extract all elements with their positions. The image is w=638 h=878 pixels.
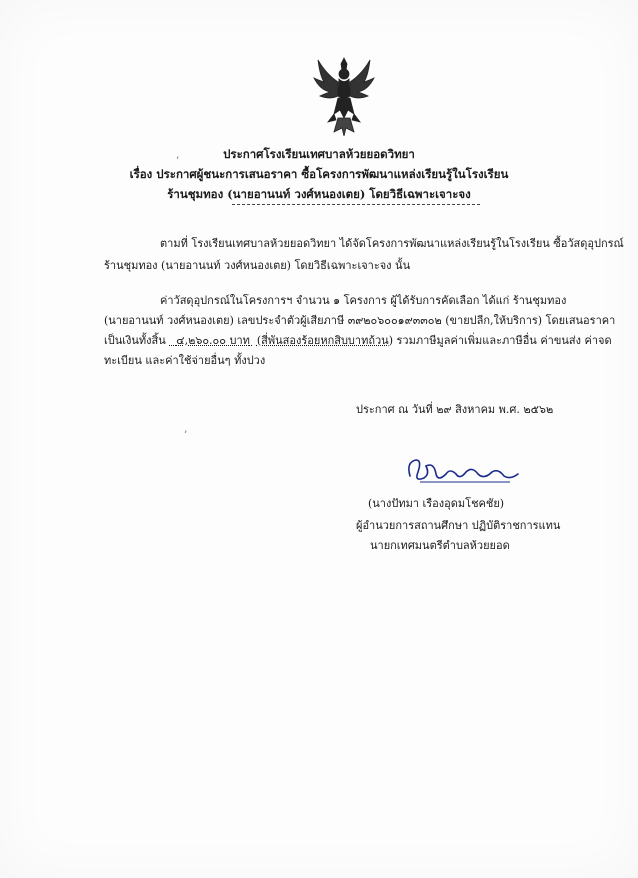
announcement-vendor: ร้านชุมทอง (นายอานนท์ วงศ์หนองเตย) โดยวิธีเฉพาะเจาะจง <box>167 187 471 201</box>
amount-prefix: เป็นเงินทั้งสิ้น <box>104 334 166 347</box>
announcement-heading: ประกาศโรงเรียนเทศบาลห้วยยอดวิทยา <box>223 147 415 161</box>
announcement-date: ประกาศ ณ วันที่ ๒๙ สิงหาคม พ.ศ. ๒๕๖๒ <box>356 403 554 416</box>
signatory-title-1: ผู้อำนวยการสถานศึกษา ปฏิบัติราชการแทน <box>356 519 561 532</box>
signatory-name: (นางปัทมา เรืองอุดมโชคชัย) <box>368 497 505 510</box>
amount-value <box>169 334 253 347</box>
amount-words: (สี่พันสองร้อยหกสิบบาทถ้วน) <box>256 334 393 347</box>
amount-suffix: รวมภาษีมูลค่าเพิ่มและภาษีอื่น ค่าขนส่ง ค่าจด <box>396 334 612 347</box>
paragraph-2-line-2: (นายอานนท์ วงศ์หนองเตย) เลขประจำตัวผู้เสียภาษี ๓๙๒๐๖๐๐๑๙๓๓๐๒ (ขายปลีก,ให้บริการ) โดยเสนอราคา <box>104 314 616 327</box>
paragraph-1-line-1: ตามที่ โรงเรียนเทศบาลห้วยยอดวิทยา ได้จัดโครงการพัฒนาแหล่งเรียนรู้ในโรงเรียน ซื้อวัสดุอุปกรณ์ <box>160 237 624 250</box>
heading-divider <box>232 204 480 205</box>
stray-mark: ’ <box>176 156 180 167</box>
paragraph-2-line-1: ค่าวัสดุอุปกรณ์ในโครงการฯ จำนวน ๑ โครงการ ผู้ได้รับการคัดเลือก ได้แก่ ร้านชุมทอง <box>160 294 567 307</box>
paragraph-1-line-2: ร้านชุมทอง (นายอานนท์ วงศ์หนองเตย) โดยวิธีเฉพาะเจาะจง นั้น <box>104 259 411 272</box>
handwritten-signature <box>400 452 530 488</box>
paragraph-2-line-4: ทะเบียน และค่าใช้จ่ายอื่นๆ ทั้งปวง <box>104 354 266 367</box>
paragraph-2-line-3 <box>104 331 612 351</box>
stray-mark: ’ <box>184 430 188 441</box>
announcement-subject: เรื่อง ประกาศผู้ชนะการเสนอราคา ซื้อโครงการพัฒนาแหล่งเรียนรู้ในโรงเรียน <box>129 167 509 181</box>
amount-number: ๔,๒๖๐.๐๐ บาท <box>176 334 250 347</box>
signatory-title-2: นายกเทศมนตรีตำบลห้วยยอด <box>370 539 510 552</box>
garuda-emblem-icon <box>312 52 376 140</box>
